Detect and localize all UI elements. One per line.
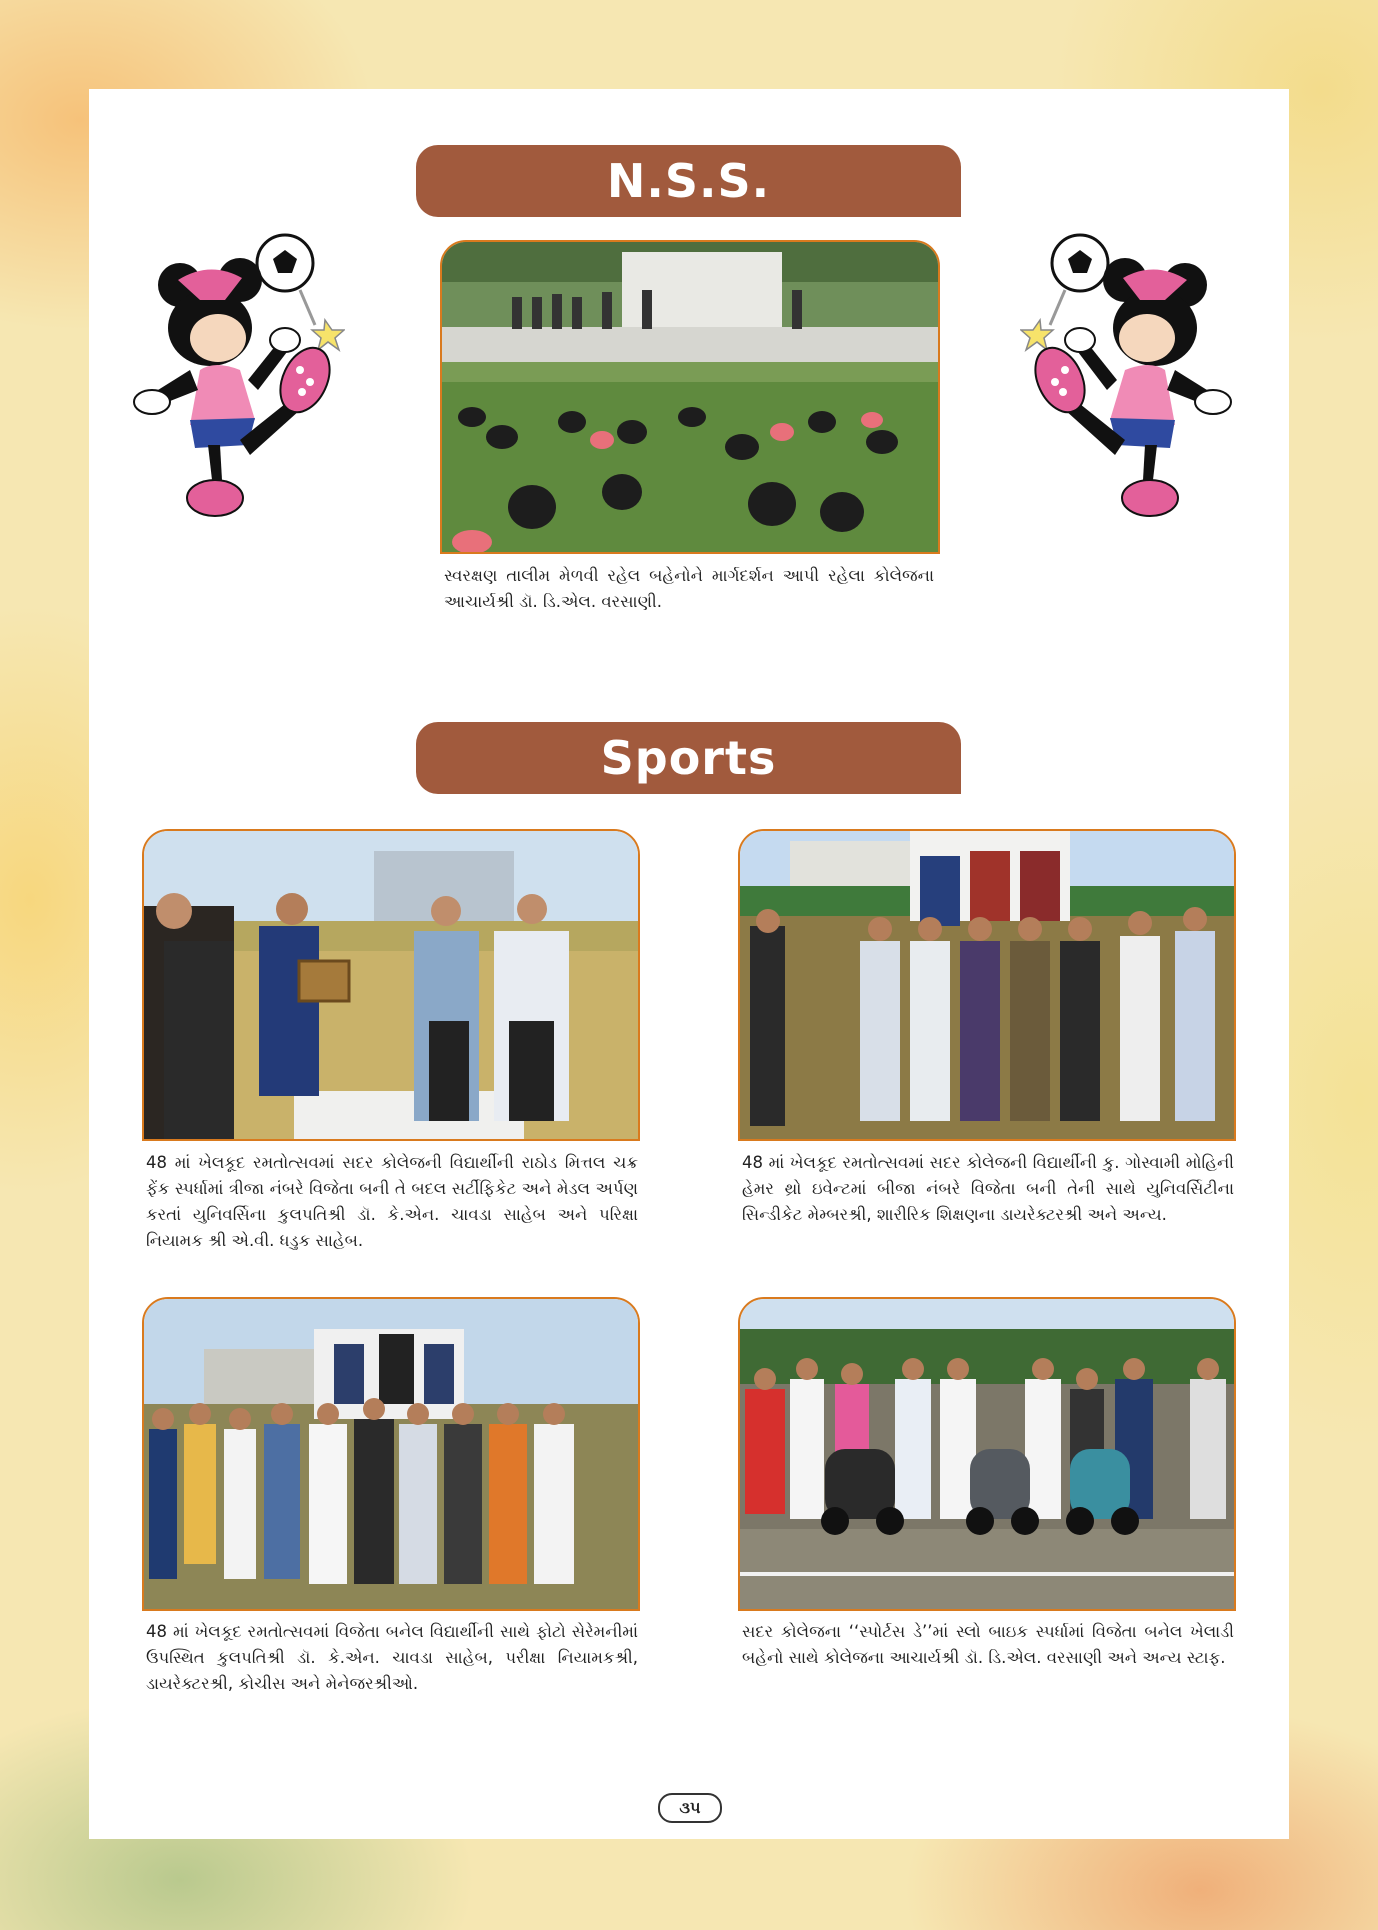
nss-section-title: N.S.S. — [416, 145, 961, 217]
sports-section-title: Sports — [416, 722, 961, 794]
sports-caption-1: 48 માં ખેલકૂદ રમતોત્સવમાં સદર કોલેજની વિદ્યાર્થીની રાઠોડ મિત્તલ ચક્ર ફેંક સ્પર્ધામાં ત્રીજા નંબરે વિજેતા બની તે બદલ સર્ટીફિકેટ અને મેડલ અર્પણ કરતાં યુનિવર્સિના કુલપતિશ્રી ડૉ. કે.એન. ચાવડા સાહેબ અને પરિક્ષા નિયામક શ્રી એ.વી. ધડુક સાહેબ. — [146, 1153, 638, 1250]
sports-caption-2: 48 માં ખેલકૂદ રમતોત્સવમાં સદર કોલેજની વિદ્યાર્થીની કુ. ગોસ્વામી મોહિની હેમર થ્રો ઇવેન્ટમાં બીજા નંબરે વિજેતા બની તેની સાથે યુનિવર્સિટીના સિન્ડીકેટ મેમ્બરશ્રી, શારીરિક શિક્ષણના ડાયરેક્ટરશ્રી અને અન્ય. — [742, 1153, 1234, 1224]
nss-caption: સ્વરક્ષણ તાલીમ મેળવી રહેલ બહેનોને માર્ગદર્શન આપી રહેલા કોલેજના આચાર્યશ્રી ડૉ. ડિ.એલ. વરસાણી. — [444, 566, 934, 611]
page-number: ૩૫ — [658, 1793, 722, 1823]
sports-photo-discus-award — [142, 829, 640, 1141]
sports-photo-hammer-throw — [738, 829, 1236, 1141]
nss-training-photo — [440, 240, 940, 554]
sports-photo-slow-bike — [738, 1297, 1236, 1611]
mascot-soccer-left — [130, 230, 345, 520]
sports-photo-group-ceremony — [142, 1297, 640, 1611]
sports-caption-3: 48 માં ખેલકૂદ રમતોત્સવમાં વિજેતા બનેલ વિદ્યાર્થીની સાથે ફોટો સેરેમનીમાં ઉપસ્થિત કુલપતિશ્રી ડૉ. કે.એન. ચાવડા સાહેબ, પરીક્ષા નિયામકશ્રી, ડાયરેક્ટરશ્રી, કોચીસ અને મેનેજરશ્રીઓ. — [146, 1622, 638, 1693]
sports-caption-4: સદર કોલેજના ‘‘સ્પોર્ટસ ડે’’માં સ્લો બાઇક સ્પર્ધામાં વિજેતા બનેલ ખેલાડી બહેનો સાથે કોલેજના આચાર્યશ્રી ડૉ. ડિ.એલ. વરસાણી અને અન્ય સ્ટાફ. — [742, 1622, 1234, 1667]
mascot-soccer-right — [1020, 230, 1235, 520]
